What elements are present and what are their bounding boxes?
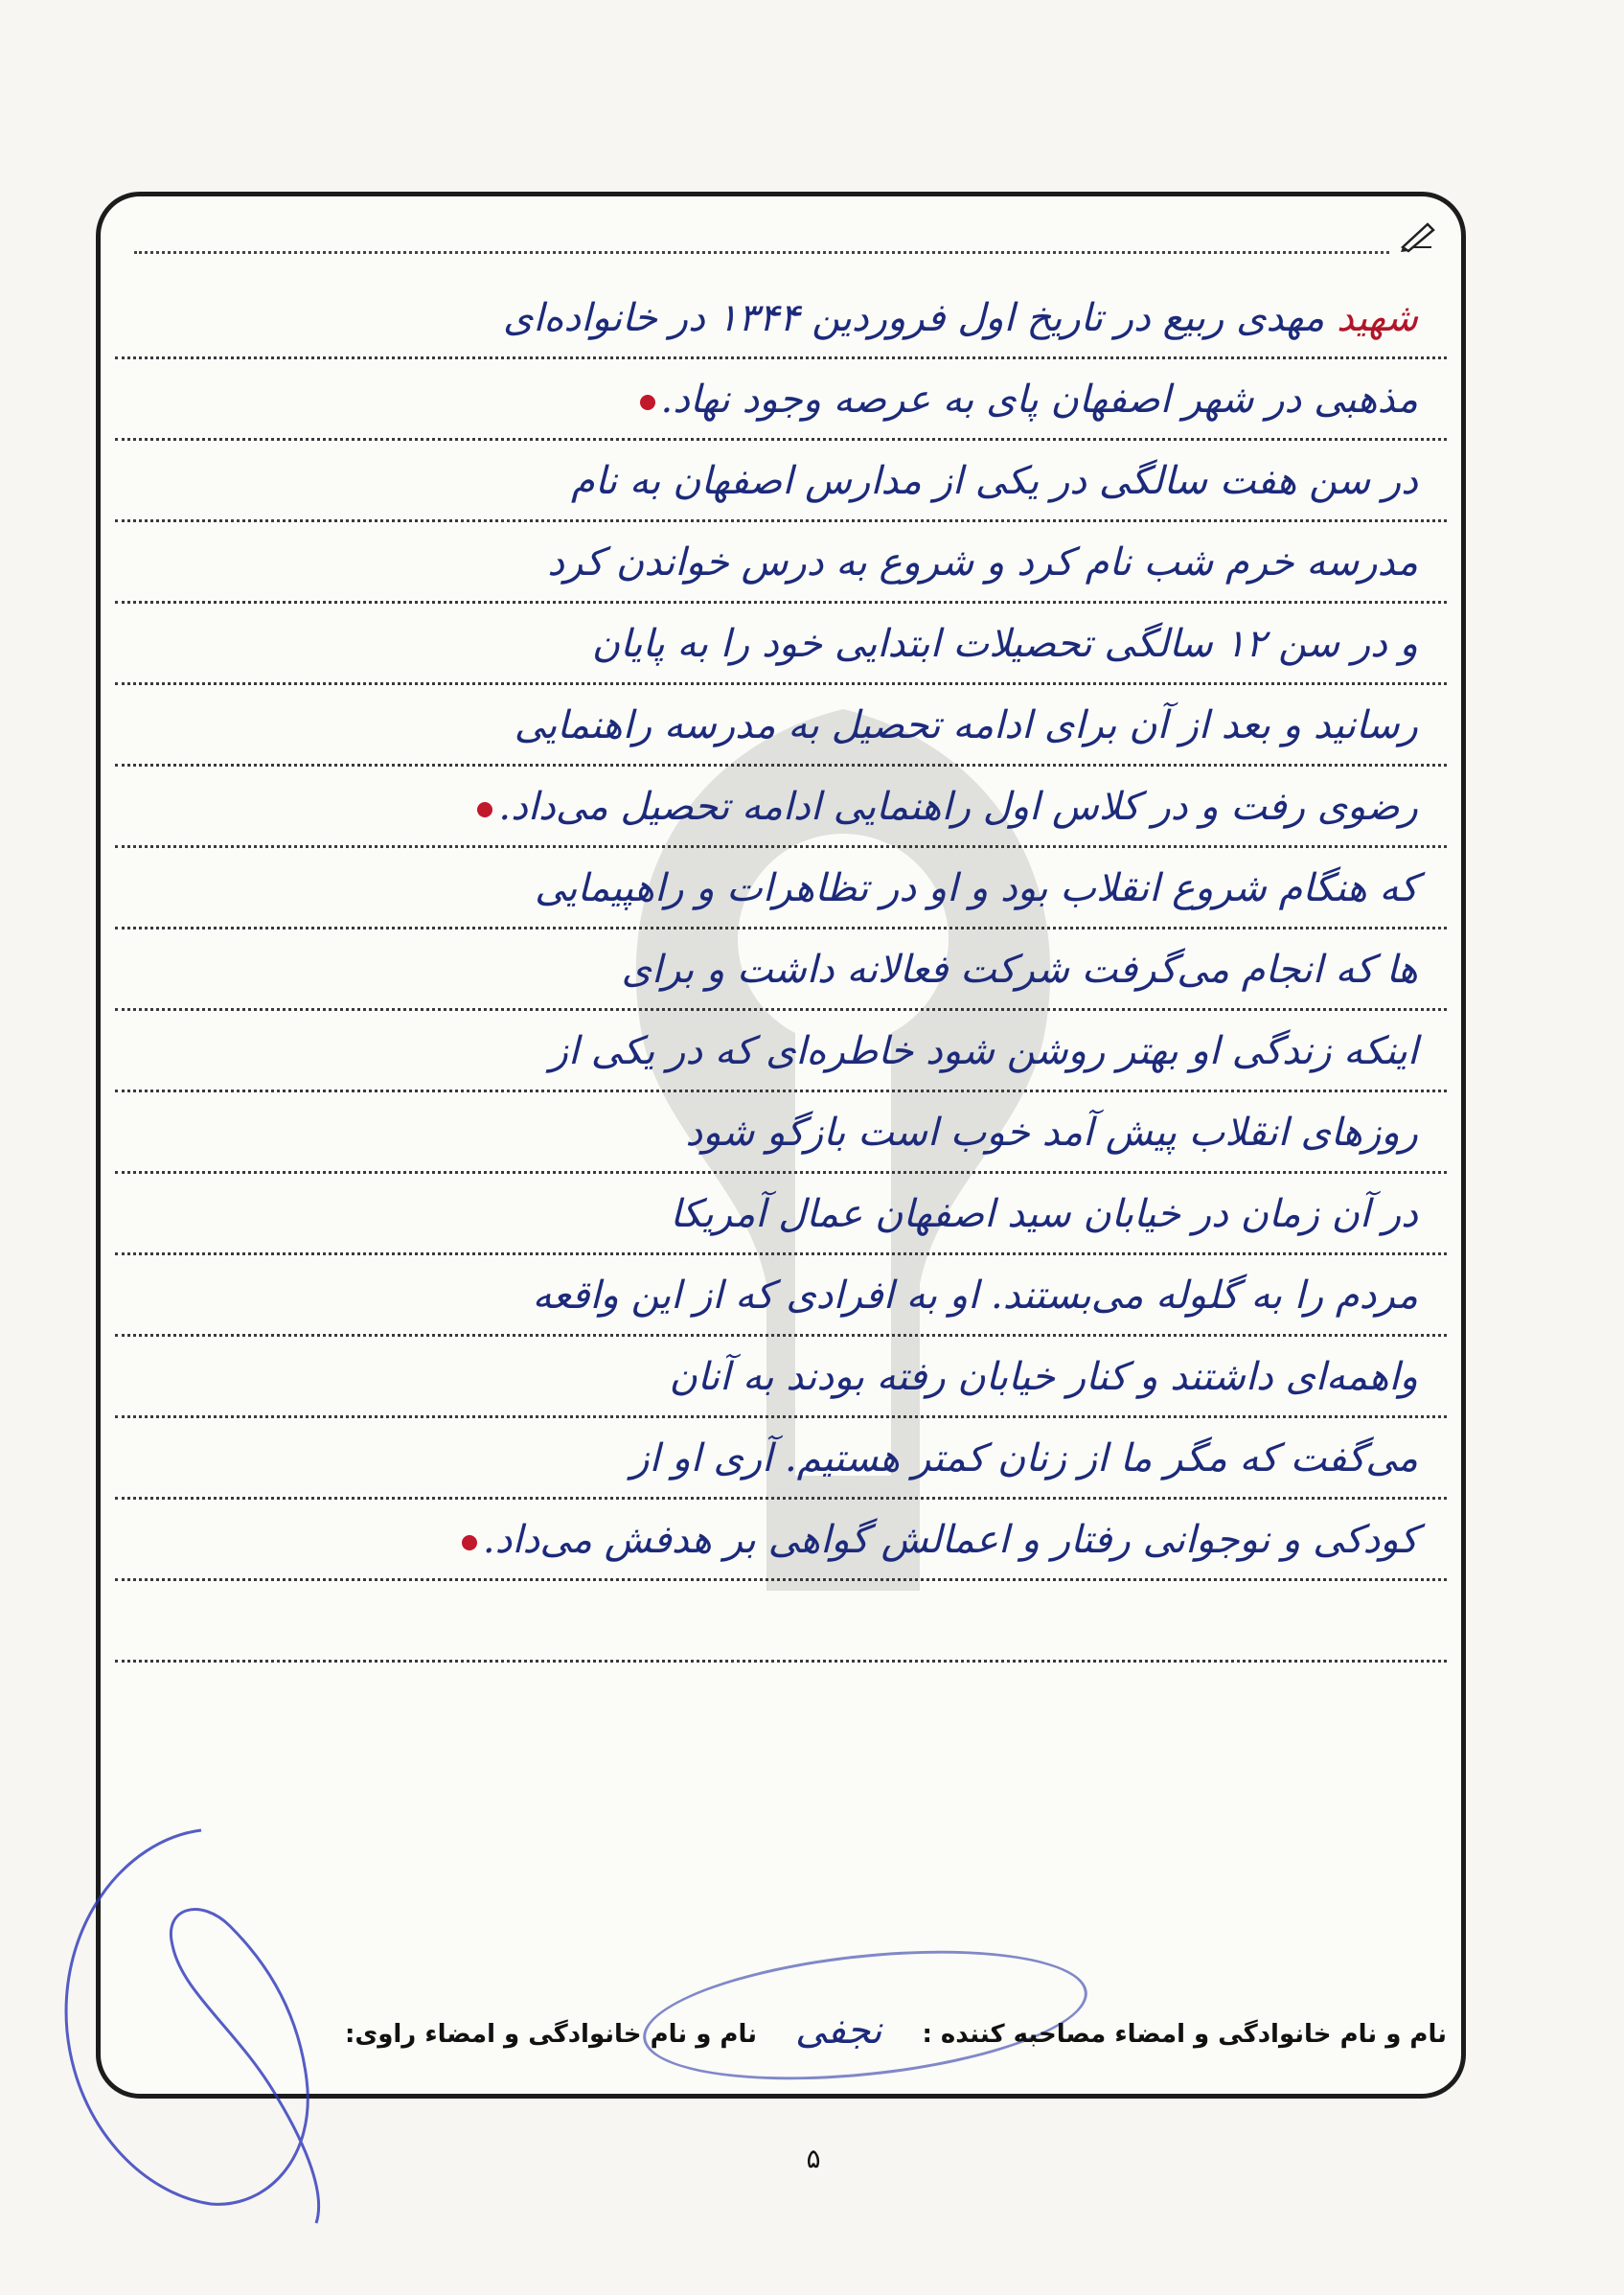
- line-text: رسانید و بعد از آن برای ادامه تحصیل به مدرسه راهنمایی: [514, 703, 1418, 747]
- text-line: [115, 1255, 1447, 1337]
- red-dot-mark: [640, 395, 655, 410]
- line-text: اینکه زندگی او بهتر روشن شود خاطره‌ای که در یکی از: [549, 1029, 1418, 1073]
- text-line: [115, 1500, 1447, 1581]
- text-line: [115, 1581, 1447, 1663]
- text-line: [115, 359, 1447, 441]
- line-text: روزهای انقلاب پیش آمد خوب است بازگو شود: [685, 1111, 1418, 1155]
- pen-writing-icon: [1399, 218, 1437, 253]
- red-dot-mark: [477, 802, 492, 817]
- text-line: [115, 1011, 1447, 1092]
- interviewer-label: نام و نام خانوادگی و امضاء مصاحبه کننده :: [922, 2020, 1447, 2049]
- line-text: رضوی رفت و در کلاس اول راهنمایی ادامه تحصیل می‌داد.: [498, 785, 1418, 829]
- text-line: [115, 685, 1447, 767]
- line-text: مردم را به گلوله می‌بستند. او به افرادی که از این واقعه: [532, 1274, 1418, 1318]
- line-text: مذهبی در شهر اصفهان پای به عرصه وجود نهاد.: [660, 378, 1418, 422]
- text-line: [115, 1418, 1447, 1500]
- line-text: می‌گفت که مگر ما از زنان کمتر هستیم. آری او از: [630, 1436, 1418, 1480]
- text-line: [115, 522, 1447, 604]
- line-text: و در سن ۱۲ سالگی تحصیلات ابتدایی خود را به پایان: [591, 622, 1418, 666]
- line-text: مهدی ربیع در تاریخ اول فروردین ۱۳۴۴ در خانواده‌ای: [503, 296, 1337, 340]
- text-line: [115, 441, 1447, 522]
- red-dot-mark: [462, 1535, 477, 1550]
- handwritten-text-lines: [115, 278, 1447, 1663]
- page-number: ۵: [806, 2143, 821, 2174]
- line-text: واهمه‌ای داشتند و کنار خیابان رفته بودند به آنان: [669, 1355, 1418, 1399]
- narrator-signature-scribble: [38, 1811, 345, 2233]
- interviewer-signature: نجفی: [795, 2008, 882, 2053]
- text-line: [115, 767, 1447, 848]
- text-line: [115, 1337, 1447, 1418]
- line-text: که هنگام شروع انقلاب بود و او در تظاهرات و راهپیمایی‌: [535, 866, 1418, 910]
- text-line: [115, 848, 1447, 929]
- text-line: [115, 1174, 1447, 1255]
- header-rule: [134, 251, 1389, 254]
- text-line: [115, 278, 1447, 359]
- line-text: در آن زمان در خیابان سید اصفهان عمال آمریکا: [670, 1192, 1418, 1236]
- text-line: [115, 929, 1447, 1011]
- line-text: در سن هفت سالگی در یکی از مدارس اصفهان به نام: [571, 459, 1418, 503]
- line-text: ها که انجام می‌گرفت شرکت فعالانه داشت و برای: [621, 948, 1418, 992]
- line-text: مدرسه خرم شب نام کرد و شروع به درس خواندن کرد: [547, 540, 1418, 585]
- line-text: کودکی و نوجوانی رفتار و اعمالش گواهی بر هدفش می‌داد.: [482, 1518, 1418, 1562]
- title-word: شهید: [1336, 296, 1418, 340]
- narrator-label: نام و نام خانوادگی و امضاء راوی:: [345, 2020, 757, 2049]
- text-line: [115, 604, 1447, 685]
- text-line: [115, 1092, 1447, 1174]
